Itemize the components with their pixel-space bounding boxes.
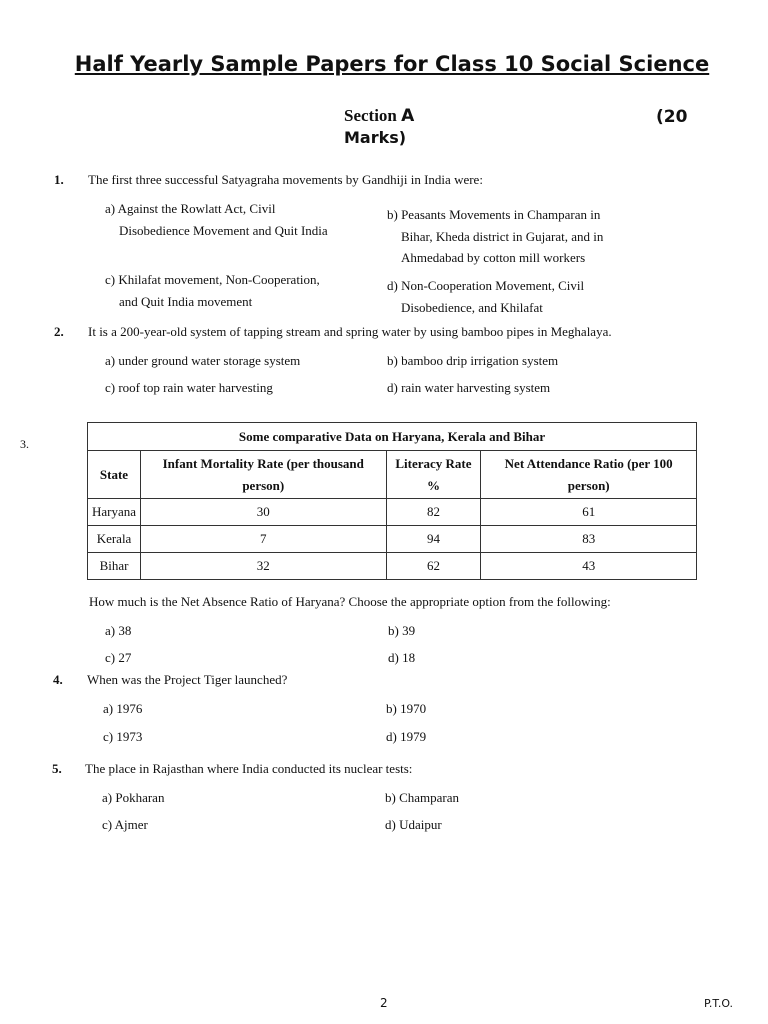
question-4-option-d: d) 1979 [386, 729, 427, 744]
table-cell: 30 [141, 499, 386, 526]
section-label: Section [344, 106, 397, 125]
table-cell: Bihar [88, 553, 141, 580]
question-4-option-a: a) 1976 [103, 701, 143, 716]
table-caption-row [88, 423, 697, 451]
question-5-number: 5. [52, 761, 62, 776]
option-line: Disobedience Movement and Quit India [119, 222, 328, 238]
question-2-option-c: c) roof top rain water harvesting [105, 380, 273, 395]
table-caption: Some comparative Data on Haryana, Kerala and Bihar [88, 423, 697, 451]
option-line: d) Non-Cooperation Movement, Civil [387, 278, 585, 293]
option-line: Disobedience, and Khilafat [401, 299, 543, 315]
table-cell: 94 [386, 526, 481, 553]
question-1-option-c [105, 269, 320, 312]
question-5-option-b: b) Champaran [385, 790, 460, 805]
table-cell: 32 [141, 553, 386, 580]
question-2-text: It is a 200-year-old system of tapping stream and spring water by using bamboo pipes in Meghalaya. [88, 324, 612, 339]
option-line: b) Peasants Movements in Champaran in [387, 207, 601, 222]
table-cell: Haryana [88, 499, 141, 526]
section-marks-open: (20 [656, 107, 688, 127]
table-row [88, 526, 697, 553]
table-header-row [88, 451, 697, 499]
table-cell: 62 [386, 553, 481, 580]
question-1-option-d [387, 275, 584, 318]
table-row [88, 553, 697, 580]
option-line: Ahmedabad by cotton mill workers [401, 250, 586, 265]
table-header-cell: Net Attendance Ratio (per 100 person) [481, 451, 697, 499]
table-header-cell: Infant Mortality Rate (per thousand person) [141, 451, 386, 499]
section-letter: A [401, 106, 415, 126]
question-3-number: 3. [20, 437, 29, 451]
table-cell: 61 [481, 499, 697, 526]
table-cell: 82 [386, 499, 481, 526]
question-1-number: 1. [54, 172, 64, 187]
question-4-option-b: b) 1970 [386, 701, 427, 716]
question-1-option-b [387, 204, 603, 269]
pto-label: P.T.O. [704, 997, 734, 1010]
question-1-option-a [105, 198, 328, 241]
question-3-option-c: c) 27 [105, 650, 132, 665]
table-cell: Kerala [88, 526, 141, 553]
question-1-text: The first three successful Satyagraha movements by Gandhiji in India were: [88, 172, 483, 187]
table-cell: 7 [141, 526, 386, 553]
question-4-option-c: c) 1973 [103, 729, 143, 744]
table-row [88, 499, 697, 526]
question-3-option-d: d) 18 [388, 650, 416, 665]
table-cell: 83 [481, 526, 697, 553]
question-5-option-c: c) Ajmer [102, 817, 148, 832]
section-heading [344, 104, 414, 128]
option-line: c) Khilafat movement, Non-Cooperation, [105, 272, 320, 287]
question-5-option-a: a) Pokharan [102, 790, 165, 805]
page-title: Half Yearly Sample Papers for Class 10 Social Science [74, 52, 710, 76]
option-line: a) Against the Rowlatt Act, Civil [105, 201, 276, 216]
comparative-data-table [87, 422, 697, 580]
question-3-text: How much is the Net Absence Ratio of Haryana? Choose the appropriate option from the following: [89, 594, 611, 609]
question-4-number: 4. [53, 672, 63, 687]
question-2-option-d: d) rain water harvesting system [387, 380, 551, 395]
table-cell: 43 [481, 553, 697, 580]
section-marks-close: Marks) [344, 128, 407, 147]
question-2-option-a: a) under ground water storage system [105, 353, 301, 368]
question-5-text: The place in Rajasthan where India conducted its nuclear tests: [85, 761, 413, 776]
table-header-cell: Literacy Rate % [386, 451, 481, 499]
question-5-option-d: d) Udaipur [385, 817, 442, 832]
question-3-option-b: b) 39 [388, 623, 416, 638]
option-line: Bihar, Kheda district in Gujarat, and in [401, 228, 604, 244]
question-3-option-a: a) 38 [105, 623, 132, 638]
question-2-number: 2. [54, 324, 64, 339]
option-line: and Quit India movement [119, 293, 253, 309]
question-4-text: When was the Project Tiger launched? [87, 672, 288, 687]
page-number: 2 [380, 996, 388, 1010]
table-header-cell: State [88, 451, 141, 499]
question-2-option-b: b) bamboo drip irrigation system [387, 353, 559, 368]
